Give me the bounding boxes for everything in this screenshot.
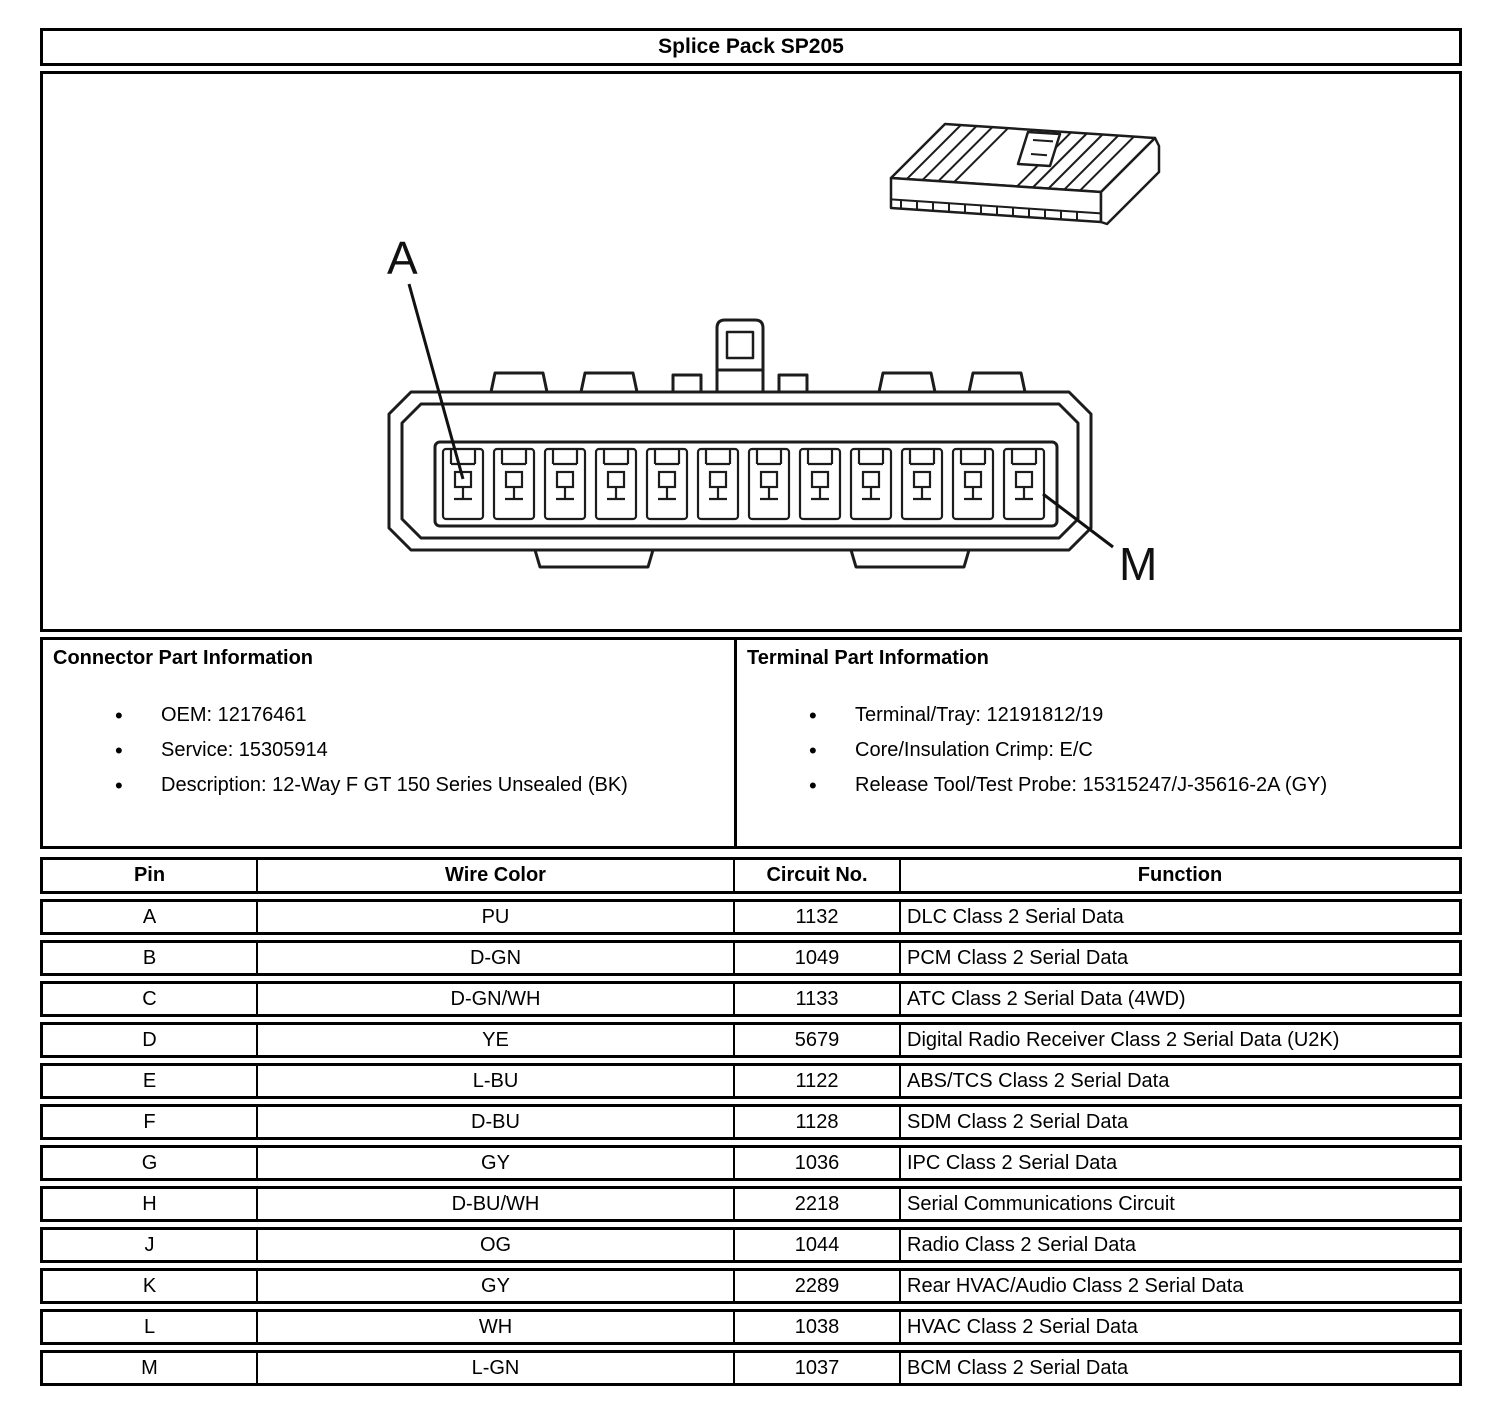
circuit-no-cell: 1133: [735, 984, 901, 1014]
bottom-mount-tabs: [535, 550, 969, 567]
pin-label-a: A: [387, 232, 418, 284]
info-item-crimp: • Core/Insulation Crimp: E/C: [809, 739, 1449, 762]
circuit-no-cell: 1044: [735, 1230, 901, 1260]
function-cell: Digital Radio Receiver Class 2 Serial Data (U2K): [907, 1028, 1340, 1051]
wire-color-cell: GY: [258, 1148, 735, 1178]
top-lock-tabs: [491, 373, 1025, 392]
function-cell: HVAC Class 2 Serial Data: [907, 1315, 1138, 1338]
circuit-no-cell: 1128: [735, 1107, 901, 1137]
pin-table: [40, 857, 1462, 1386]
wire-color-cell: D-BU/WH: [258, 1189, 735, 1219]
pin-cell: A: [43, 902, 258, 932]
pin-table-header-row: [40, 857, 1462, 894]
pin-cell: K: [43, 1271, 258, 1301]
pin-row-m: [40, 1350, 1462, 1386]
terminal-part-info: [734, 637, 1462, 849]
info-item-description: • Description: 12-Way F GT 150 Series Unsealed (BK): [115, 774, 724, 797]
function-cell: Serial Communications Circuit: [907, 1192, 1175, 1215]
connector-diagram-svg: [43, 74, 1459, 629]
wire-color-cell: L-GN: [258, 1353, 735, 1383]
circuit-no-cell: 1038: [735, 1312, 901, 1342]
pin-row-e: [40, 1063, 1462, 1099]
connector-isometric-view: [891, 124, 1159, 224]
pin-cell: M: [43, 1353, 258, 1383]
function-cell: SDM Class 2 Serial Data: [907, 1110, 1129, 1133]
page-title: [40, 28, 1462, 66]
circuit-no-cell: 5679: [735, 1025, 901, 1055]
circuit-no-cell: 1132: [735, 902, 901, 932]
circuit-no-cell: 1037: [735, 1353, 901, 1383]
circuit-no-cell: 1122: [735, 1066, 901, 1096]
header-function: Function: [1137, 864, 1223, 886]
wire-color-cell: D-GN/WH: [258, 984, 735, 1014]
pin-row-h: [40, 1186, 1462, 1222]
pin-row-f: [40, 1104, 1462, 1140]
wire-color-cell: YE: [258, 1025, 735, 1055]
header-circuit-no: Circuit No.: [735, 860, 901, 891]
pin-row-b: [40, 940, 1462, 976]
pin-cell: C: [43, 984, 258, 1014]
center-tab-window: [727, 332, 753, 358]
pin-row-d: [40, 1022, 1462, 1058]
wire-color-cell: D-BU: [258, 1107, 735, 1137]
pin-label-m: M: [1119, 538, 1158, 590]
connector-part-info-list: [53, 704, 724, 797]
function-cell: BCM Class 2 Serial Data: [907, 1356, 1129, 1379]
pin-cell: E: [43, 1066, 258, 1096]
wire-color-cell: GY: [258, 1271, 735, 1301]
circuit-no-cell: 2218: [735, 1189, 901, 1219]
function-cell: PCM Class 2 Serial Data: [907, 946, 1129, 969]
function-cell: DLC Class 2 Serial Data: [907, 905, 1124, 928]
pin-cell: J: [43, 1230, 258, 1260]
pin-cell: B: [43, 943, 258, 973]
header-wire-color: Wire Color: [258, 860, 735, 891]
wire-color-cell: L-BU: [258, 1066, 735, 1096]
connector-diagram: [40, 71, 1462, 632]
info-item-terminal-tray: • Terminal/Tray: 12191812/19: [809, 704, 1449, 727]
function-cell: ATC Class 2 Serial Data (4WD): [907, 987, 1186, 1010]
connector-part-info-heading: Connector Part Information: [53, 647, 314, 669]
pin-row-l: [40, 1309, 1462, 1345]
circuit-no-cell: 1049: [735, 943, 901, 973]
function-cell: Rear HVAC/Audio Class 2 Serial Data: [907, 1274, 1244, 1297]
header-pin: Pin: [43, 860, 258, 891]
connector-part-info: [40, 637, 737, 849]
pin-cell: H: [43, 1189, 258, 1219]
circuit-no-cell: 2289: [735, 1271, 901, 1301]
info-item-oem: • OEM: 12176461: [115, 704, 724, 727]
pin-cell: L: [43, 1312, 258, 1342]
pin-cell: F: [43, 1107, 258, 1137]
circuit-no-cell: 1036: [735, 1148, 901, 1178]
function-cell: ABS/TCS Class 2 Serial Data: [907, 1069, 1170, 1092]
wire-color-cell: WH: [258, 1312, 735, 1342]
pin-cavities: [443, 449, 1044, 519]
info-item-service: • Service: 15305914: [115, 739, 724, 762]
function-cell: Radio Class 2 Serial Data: [907, 1233, 1136, 1256]
connector-front-view: [389, 320, 1091, 567]
info-item-release-tool: • Release Tool/Test Probe: 15315247/J-35616-2A (GY): [809, 774, 1449, 797]
pin-row-a: [40, 899, 1462, 935]
page-title-text: Splice Pack SP205: [658, 35, 844, 58]
wire-color-cell: OG: [258, 1230, 735, 1260]
pin-cell: G: [43, 1148, 258, 1178]
pin-row-k: [40, 1268, 1462, 1304]
pin-row-g: [40, 1145, 1462, 1181]
pin-cell: D: [43, 1025, 258, 1055]
pin-row-c: [40, 981, 1462, 1017]
terminal-part-info-heading: Terminal Part Information: [747, 647, 989, 669]
cavity-band: [435, 442, 1057, 526]
function-cell: IPC Class 2 Serial Data: [907, 1151, 1118, 1174]
center-flank-tabs: [673, 375, 807, 392]
terminal-part-info-list: [747, 704, 1449, 797]
part-info-section: [40, 637, 1462, 849]
wire-color-cell: PU: [258, 902, 735, 932]
wire-color-cell: D-GN: [258, 943, 735, 973]
pin-row-j: [40, 1227, 1462, 1263]
